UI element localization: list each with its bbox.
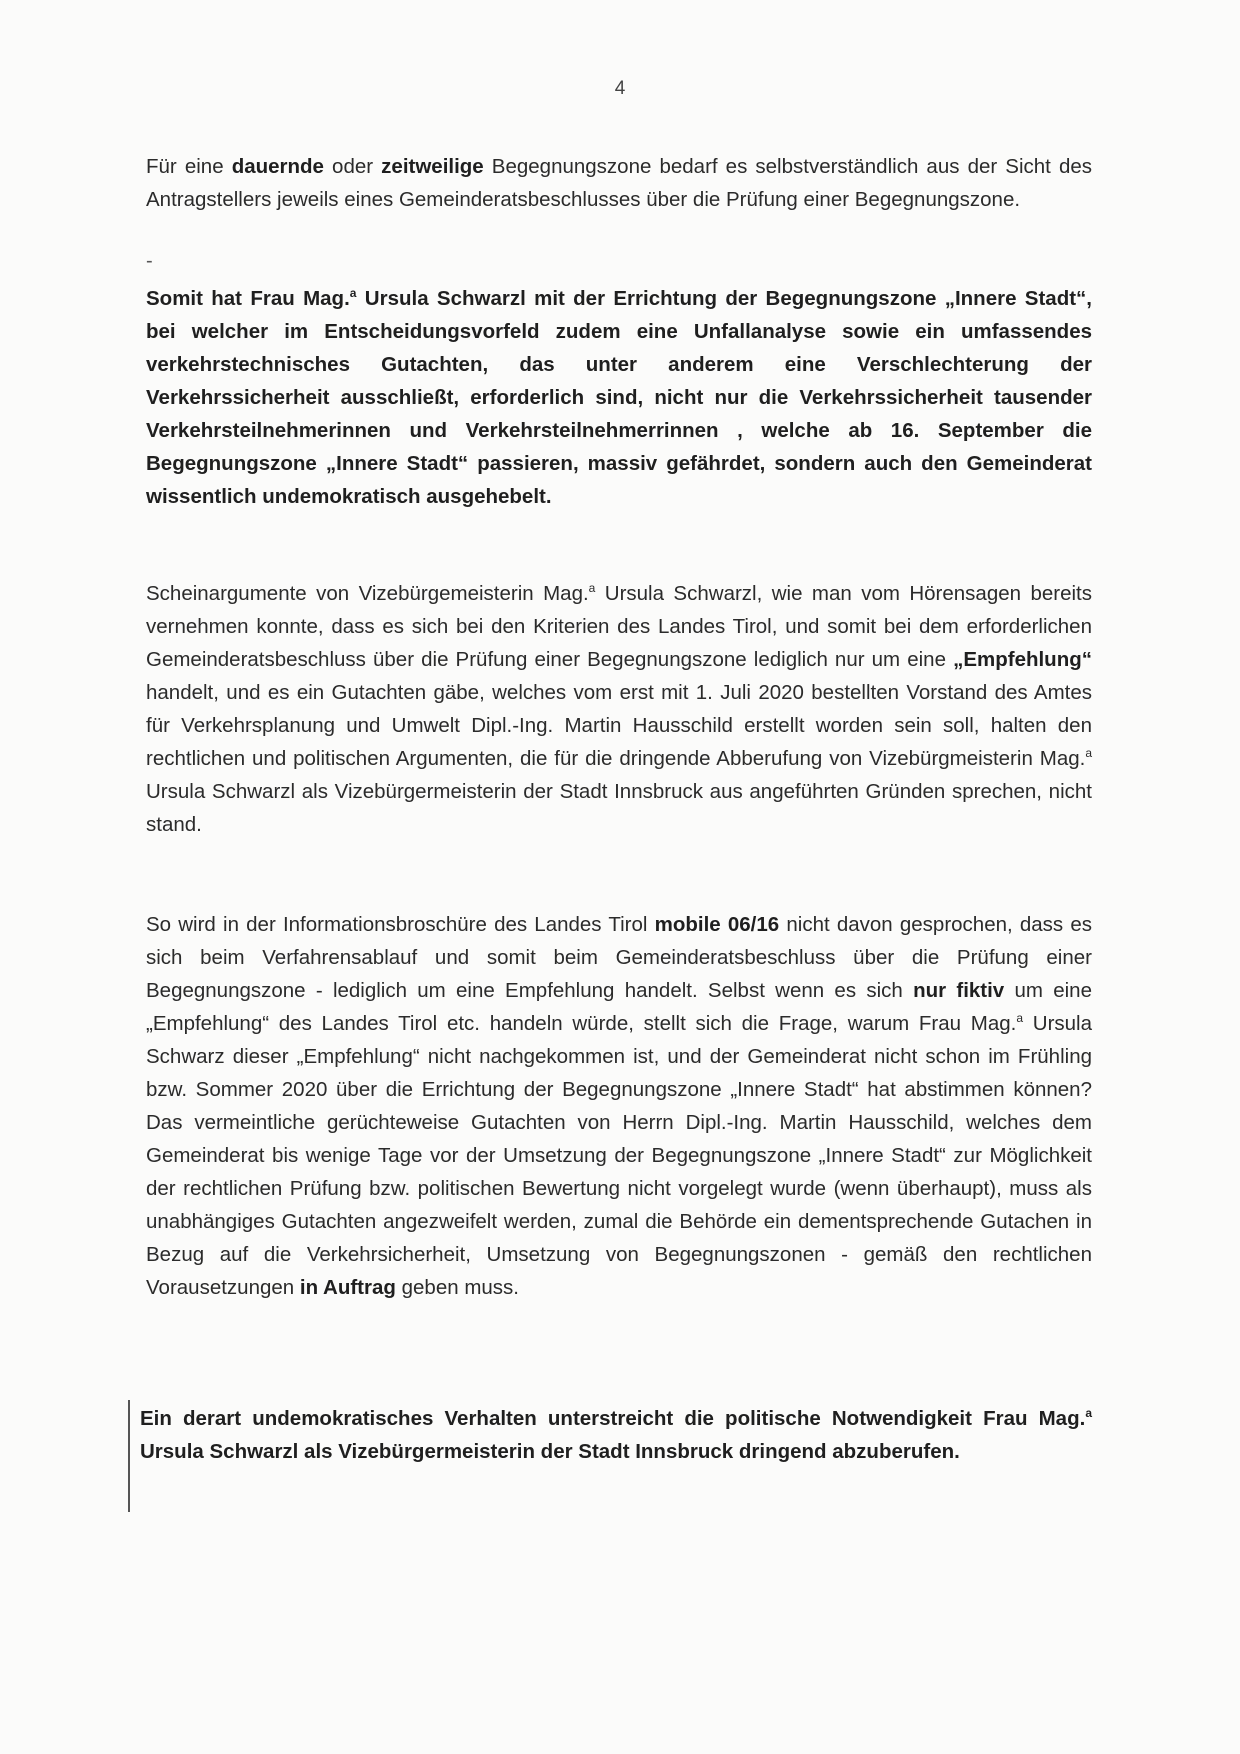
p5-superscript: a — [1085, 1406, 1092, 1421]
p3-superscript-2: a — [1085, 746, 1092, 761]
p3-text-1: Scheinargumente von Vizebürgemeisterin Mag. — [146, 582, 589, 605]
p2-superscript: a — [349, 286, 357, 301]
p1-bold-zeitweilige: zeitweilige — [381, 155, 484, 178]
p4-text-1: So wird in der Informationsbroschüre des Landes Tirol — [146, 913, 655, 936]
page-number: 4 — [614, 78, 626, 99]
p1-text-1: Für eine — [146, 155, 232, 178]
p5-text-1: Ein derart undemokratisches Verhalten unterstreicht die politische Notwendigkeit Frau Mag. — [140, 1407, 1086, 1430]
p3-text-2: Ursula Schwarzl, wie man vom Hörensagen bereits vernehmen konnte, dass es sich bei den Kriterien des Landes Tirol, und somit bei dem erforderlichen Gemeinderatsbeschluss über die Prüfung einer Begegnungszone lediglich nur um eine — [146, 582, 1092, 671]
p1-bold-dauernde: dauernde — [231, 155, 324, 178]
p3-text-3: handelt, und es ein Gutachten gäbe, welches vom erst mit 1. Juli 2020 bestellten Vorstand des Amtes für Verkehrsplanung und Umwelt Dipl.-Ing. Martin Hausschild erstellt worden sein soll, halten den rechtlichen und politischen Argumenten, die für die dringende Abberufung von Vizebürgmeisterin Mag. — [146, 681, 1092, 770]
p4-text-4: Ursula Schwarz dieser „Empfehlung“ nicht nachgekommen ist, und der Gemeinderat nicht schon im Frühling bzw. Sommer 2020 über die Errichtung der Begegnungszone „Innere Stadt“ hat abstimmen können? Das vermeintliche gerüchteweise Gutachten von Herrn Dipl.-Ing. Martin Hausschild, welches dem Gemeinderat bis wenige Tage vor der Umsetzung der Begegnungszone „Innere Stadt“ zur Möglichkeit der rechtlichen Prüfung bzw. politischen Bewertung nicht vorgelegt wurde (wenn überhaupt), muss als unabhängiges Gutachten angezweifelt werden, zumal die Behörde ein dementsprechende Gutachen in Bezug auf die Verkehrsicherheit, Umsetzung von Begegnungszonen - gemäß den rechtlichen Vorausetzungen — [146, 1012, 1092, 1299]
p4-text-2: nicht davon gesprochen, dass es sich beim Verfahrensablauf und somit beim Gemeinderatsbeschluss über die Prüfung einer Begegnungszone - lediglich um eine Empfehlung handelt. Selbst wenn es sich — [146, 913, 1092, 1002]
p4-text-5: geben muss. — [395, 1276, 519, 1299]
p4-bold-mobile: mobile 06/16 — [654, 913, 780, 936]
paragraph-final-demand — [140, 1402, 1092, 1468]
paragraph-conclusion-bold — [146, 282, 1092, 513]
margin-change-bar — [128, 1400, 130, 1512]
p5-text-2: Ursula Schwarzl als Vizebürgermeisterin der Stadt Innsbruck dringend abzuberufen. — [140, 1440, 960, 1463]
paragraph-zone-requirement — [146, 150, 1092, 216]
separator-dash: - — [146, 250, 153, 272]
p3-text-4: Ursula Schwarzl als Vizebürgermeisterin der Stadt Innsbruck aus angeführten Gründen sprechen, nicht stand. — [146, 780, 1092, 836]
p4-bold-in-auftrag: in Auftrag — [299, 1276, 396, 1299]
p4-text-3: um eine „Empfehlung“ des Landes Tirol etc. handeln würde, stellt sich die Frage, warum Frau Mag. — [146, 979, 1092, 1035]
p4-superscript: a — [1016, 1011, 1024, 1026]
p1-text-3: Begegnungszone bedarf es selbstverständlich aus der Sicht des Antragstellers jeweils eines Gemeinderatsbeschlusses über die Prüfung einer Begegnungszone. — [146, 155, 1092, 211]
p4-bold-nur-fiktiv: nur fiktiv — [913, 979, 1005, 1002]
paragraph-pseudo-arguments — [146, 577, 1092, 841]
p3-bold-empfehlung: „Empfehlung“ — [953, 648, 1092, 671]
p1-text-2: oder — [323, 155, 382, 178]
paragraph-information-brochure — [146, 908, 1092, 1304]
p2-text-1: Somit hat Frau Mag. — [146, 287, 350, 310]
p2-text-2: Ursula Schwarzl mit der Errichtung der Begegnungszone „Innere Stadt“, bei welcher im Entscheidungsvorfeld zudem eine Unfallanalyse sowie ein umfassendes verkehrstechnisches Gutachten, das unter anderem eine Verschlechterung der Verkehrssicherheit ausschließt, erforderlich sind, nicht nur die Verkehrssicherheit tausender Verkehrsteilnehmerinnen und Verkehrsteilnehmerrinnen , welche ab 16. September die Begegnungszone „Innere Stadt“ passieren, massiv gefährdet, sondern auch den Gemeinderat wissentlich undemokratisch ausgehebelt. — [146, 287, 1092, 508]
p3-superscript-1: a — [588, 581, 596, 596]
